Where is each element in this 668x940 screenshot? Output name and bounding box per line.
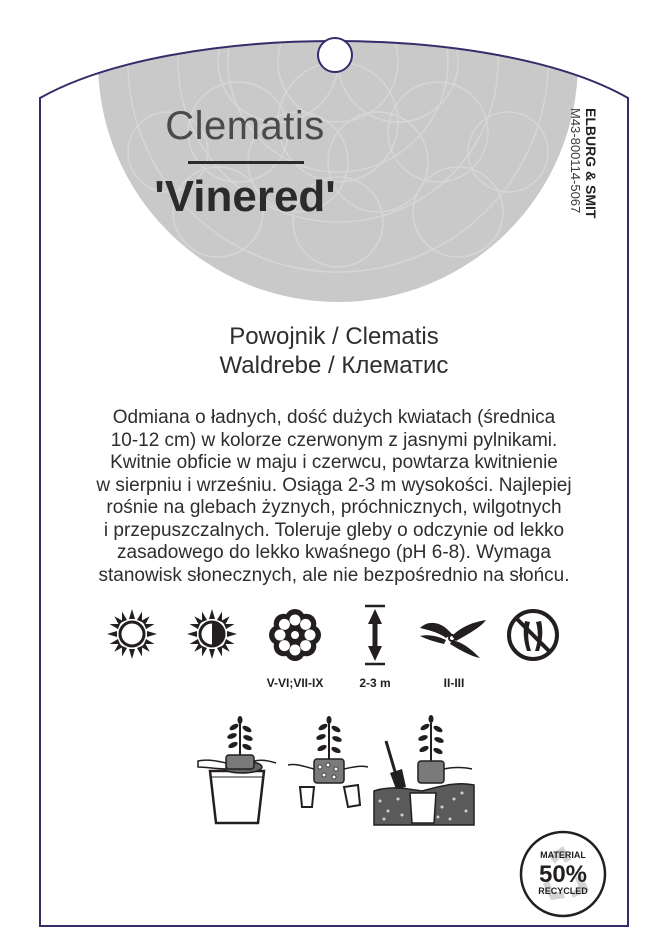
hang-hole [318,38,352,72]
description-line: Kwitnie obficie w maju i czerwcu, powtarza kwitnienie [110,452,558,473]
product-code: M43-800114-5067 [568,108,583,214]
planting-step-3-icon [372,711,476,827]
recycle-percent-text: 50% [538,861,588,888]
common-names [160,322,508,380]
pruning-months-label: II-III [443,676,465,690]
description [70,407,598,587]
title-divider [188,161,304,164]
description-line: rośnie na glebach żyznych, próchnicznych, wilgotnych [106,497,562,518]
description-line: 10-12 cm) w kolorze czerwonym z jasnymi pylnikami. [110,429,558,451]
no-pruning-icon [505,607,561,663]
height-label: 2-3 m [359,676,391,690]
common-name-line: Powojnik / Clematis [229,323,439,350]
description-line: Odmiana o ładnych, dość dużych kwiatach (średnica [112,407,556,428]
planting-step-1-icon [196,715,278,827]
description-line: w sierpniu i wrześniu. Osiąga 2-3 m wysokości. Najlepiej [96,474,572,496]
common-name-line: Waldrebe / Клематис [219,352,449,379]
description-line: stanowisk słonecznych, ale nie bezpośrednio na słońcu. [98,564,570,586]
planting-step-2-icon [286,715,370,827]
height-arrow-icon [362,604,388,666]
cultivar-title: 'Vinered' [154,172,336,221]
flowering-months-label: V-VI;VII-IX [266,676,324,690]
side-info [568,100,618,250]
recycle-icon [519,830,607,918]
pruning-shears-icon [418,614,488,660]
half-shade-icon [186,608,238,660]
sun-icon [106,608,158,660]
description-line: zasadowego do lekko kwaśnego (pH 6-8). Wymaga [117,542,551,563]
brand-name: ELBURG & SMIT [583,108,599,219]
recycle-material-text: MATERIAL [540,850,586,860]
description-line: i przepuszczalnych. Toleruje gleby o odczynie od lekko [103,519,565,541]
genus-title: Clematis [165,104,325,148]
recycle-recycled-text: RECYCLED [538,886,588,896]
flower-icon [268,608,322,662]
